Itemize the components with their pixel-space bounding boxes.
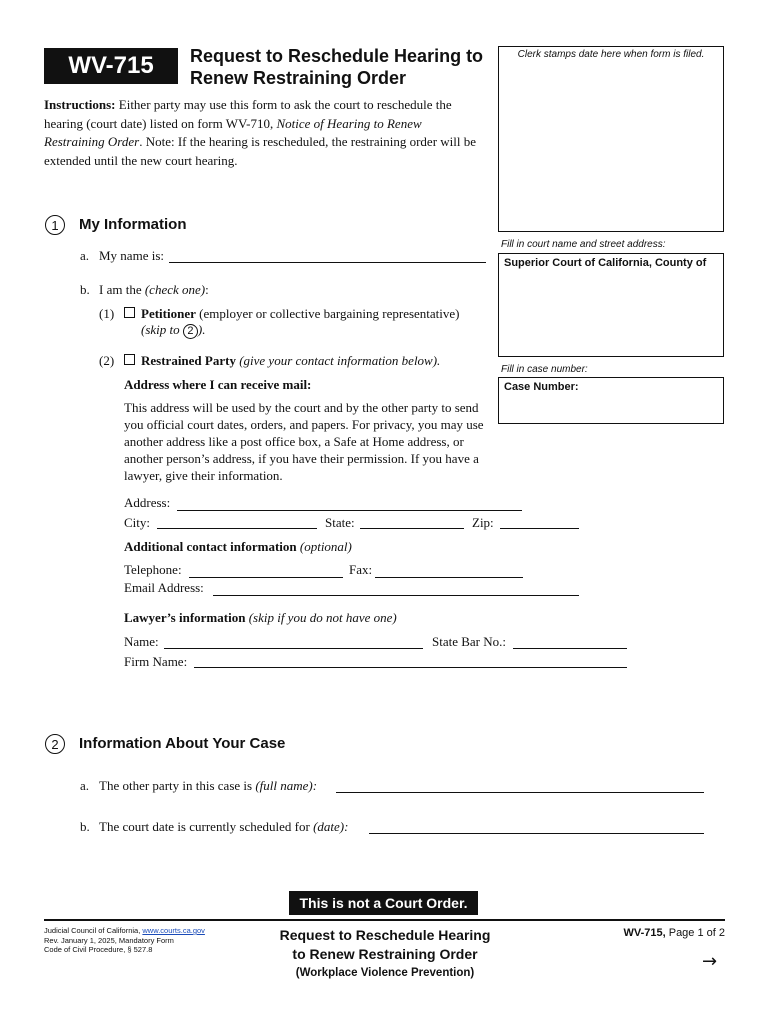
statebar-label: State Bar No.: <box>432 634 507 649</box>
next-page-arrow-icon[interactable]: → <box>702 951 718 972</box>
state-label: State: <box>325 515 355 530</box>
city-label: City: <box>124 515 151 530</box>
fax-field[interactable] <box>375 577 523 578</box>
instructions-lead: Instructions: <box>44 97 116 112</box>
mail-text: This address will be used by the court and by the other party to send you official court dates, orders, and papers. For privacy, you may use another address like a post office box, a Safe at Home address, or another person’s address, if you have their permission. If you have a lawyer, give their information. <box>124 400 484 483</box>
opt1-desc: (employer or collective bargaining representative) <box>195 306 460 321</box>
form-title <box>190 45 490 89</box>
state-field[interactable] <box>360 528 464 529</box>
section1-title: My Information <box>79 216 187 233</box>
case-number-label: Case Number: <box>504 381 579 393</box>
court-date-field[interactable] <box>369 833 704 834</box>
form-id-badge <box>44 48 178 84</box>
opt1-skip-end: ). <box>197 322 206 337</box>
firm-field[interactable] <box>194 667 627 668</box>
contact-optional: (optional) <box>296 539 352 554</box>
s2b-text-italic: (date): <box>313 819 349 834</box>
s1b-colon: : <box>205 282 209 297</box>
opt1-text <box>141 305 460 322</box>
telephone-field[interactable] <box>189 577 343 578</box>
footer-rev: Rev. January 1, 2025, Mandatory Form <box>44 935 174 945</box>
opt2-number: (2) <box>99 353 115 368</box>
form-title-line2: Renew Restraining Order <box>190 68 407 88</box>
instructions <box>44 96 484 170</box>
footer-code: Code of Civil Procedure, § 527.8 <box>44 945 153 954</box>
restrained-party-checkbox[interactable] <box>124 354 135 365</box>
instructions-text1: Either party may use this form to ask the court to reschedule the hearing (court date) listed on form WV-710, <box>44 97 452 131</box>
opt1-skip-text: (skip to <box>141 322 183 337</box>
not-court-order-banner <box>289 891 478 915</box>
statebar-field[interactable] <box>513 648 627 649</box>
contact-heading-text: Additional contact information <box>124 539 297 554</box>
my-name-field[interactable] <box>169 262 486 263</box>
lawyer-name-field[interactable] <box>164 648 423 649</box>
form-id: WV-715 <box>68 52 154 79</box>
banner-text: This is not a Court Order. <box>299 895 468 911</box>
city-field[interactable] <box>157 528 317 529</box>
petitioner-checkbox[interactable] <box>124 307 135 318</box>
s2b-label: b. <box>80 819 90 834</box>
fax-label: Fax: <box>349 562 373 577</box>
s1b-text-main: I am the <box>99 282 145 297</box>
s2a-text-main: The other party in this case is <box>99 778 256 793</box>
instructions-text2: . Note: If the hearing is rescheduled, the restraining order will be extended until the new court hearing. <box>44 134 477 168</box>
lawyer-name-label: Name: <box>124 634 159 649</box>
email-field[interactable] <box>213 595 579 596</box>
court-box-caption: Fill in court name and street address: <box>501 239 666 250</box>
telephone-label: Telephone: <box>124 562 182 577</box>
footer-council-line <box>44 926 244 936</box>
s1b-text <box>99 281 209 298</box>
mail-heading-text: Address where I can receive mail: <box>124 377 312 392</box>
footer-title-line2: to Renew Restraining Order <box>292 946 478 962</box>
s1a-text: My name is: <box>99 248 164 263</box>
clerk-stamp-box[interactable] <box>498 46 724 232</box>
s1b-text-italic: (check one) <box>144 282 206 297</box>
section1-number: 1 <box>45 215 65 235</box>
clerk-stamp-label: Clerk stamps date here when form is filed. <box>517 49 705 60</box>
section2-title: Information About Your Case <box>79 735 286 752</box>
other-party-field[interactable] <box>336 792 704 793</box>
court-name-label: Superior Court of California, County of <box>504 257 707 269</box>
form-title-line1: Request to Reschedule Hearing to <box>190 46 484 66</box>
lawyer-skip: (skip if you do not have one) <box>245 610 397 625</box>
footer-left <box>44 926 244 955</box>
footer-page: Page 1 of 2 <box>665 927 725 939</box>
courts-link[interactable]: www.courts.ca.gov <box>142 926 205 935</box>
opt1-bold: Petitioner <box>141 306 196 321</box>
footer-page-info <box>560 927 725 939</box>
opt1-skip-num: 2 <box>183 324 198 339</box>
opt1-skip <box>141 321 205 339</box>
opt2-text <box>141 352 440 369</box>
footer-title <box>255 926 515 983</box>
footer-rule <box>44 919 725 921</box>
s1a-label: a. <box>80 248 90 263</box>
section2-number: 2 <box>45 734 65 754</box>
lawyer-heading <box>124 609 397 626</box>
s2b-text <box>99 818 348 835</box>
court-name-box[interactable] <box>498 253 724 357</box>
footer-form-id: WV-715, <box>623 927 666 939</box>
zip-field[interactable] <box>500 528 579 529</box>
zip-label: Zip: <box>472 515 494 530</box>
footer-subtitle: (Workplace Violence Prevention) <box>295 967 475 979</box>
firm-label: Firm Name: <box>124 654 188 669</box>
lawyer-heading-text: Lawyer’s information <box>124 610 246 625</box>
s2b-text-main: The court date is currently scheduled for <box>99 819 314 834</box>
contact-heading <box>124 538 352 555</box>
mail-heading <box>124 376 311 393</box>
s1b-label: b. <box>80 282 90 297</box>
address-field[interactable] <box>177 510 522 511</box>
opt1-number: (1) <box>99 306 115 321</box>
s2a-text-italic: (full name): <box>255 778 318 793</box>
s2a-label: a. <box>80 778 90 793</box>
address-label: Address: <box>124 495 171 510</box>
opt2-italic: (give your contact information below). <box>235 353 441 368</box>
case-box-caption: Fill in case number: <box>501 364 588 375</box>
footer-title-line1: Request to Reschedule Hearing <box>279 927 491 943</box>
opt2-bold: Restrained Party <box>141 353 236 368</box>
email-label: Email Address: <box>124 580 204 595</box>
s2a-text <box>99 777 317 794</box>
footer-council: Judicial Council of California, <box>44 926 143 935</box>
case-number-box[interactable] <box>498 377 724 424</box>
instructions-italic: Notice of Hearing to Renew Restraining Order <box>44 115 422 149</box>
